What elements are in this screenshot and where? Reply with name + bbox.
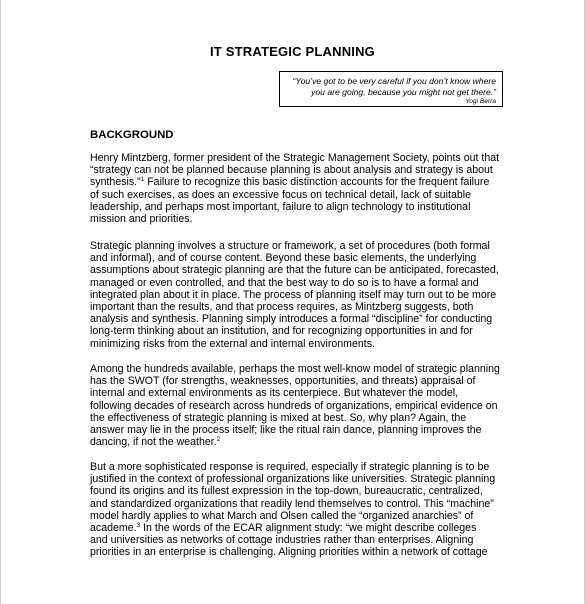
paragraph-line [90, 510, 510, 522]
text-run: answer may lie in the process itself; like the ritual rain dance, planning improves the [90, 424, 482, 437]
paragraph-line [90, 412, 510, 424]
paragraph-line [90, 436, 510, 448]
paragraph [90, 152, 510, 225]
paragraph [90, 240, 510, 350]
text-run: synthesis.” [90, 176, 141, 189]
text-run: and informal), and of course content. Beyond these basic elements, the underlying [90, 252, 477, 265]
paragraph-line [90, 461, 510, 473]
paragraph-line [90, 387, 510, 399]
text-run: justified in the context of professional organizations like universities. Strategic planning [90, 473, 496, 486]
text-run: “strategy can not be planned because planning is about analysis and strategy is about [90, 164, 493, 177]
text-run: academe. [90, 522, 137, 535]
paragraph-line [90, 201, 510, 213]
paragraph [90, 461, 510, 559]
paragraph-line [90, 375, 510, 387]
text-run: long-term thinking about an institution, and for recognizing opportunities in and for [90, 325, 473, 338]
text-run: and standardized organizations that readily lend themselves to control. This “machine” [90, 497, 494, 510]
footnote-marker: 1 [140, 176, 145, 184]
text-run: priorities in an enterprise is challenging. Aligning priorities within a network of cottage [90, 546, 488, 559]
text-run: Failure to recognize this basic distinction accounts for the frequent failure [144, 176, 490, 189]
footnote-marker: 3 [136, 522, 141, 530]
paragraph-line [90, 338, 510, 350]
text-run: integrated plan about it in place. The process of planning itself may turn out to be more [90, 288, 497, 301]
paragraph-line [90, 313, 510, 325]
paragraph-line [90, 400, 510, 412]
text-run: following decades of research across hundreds of organizations, empirical evidence on [90, 399, 498, 412]
paragraph-line [90, 363, 510, 375]
paragraph-line [90, 522, 510, 534]
text-run: found its origins and its fullest expression in the top-down, bureaucratic, centralized, [90, 485, 483, 498]
epigraph-line: you are going, because you might not get there.” [311, 87, 496, 97]
paragraph-line [90, 176, 510, 188]
paragraph-line [90, 240, 510, 252]
paragraph-line [90, 189, 510, 201]
epigraph-attribution: Yogi Berra [465, 98, 496, 105]
document-title: IT STRATEGIC PLANNING [209, 44, 375, 59]
paragraph-line [90, 301, 510, 313]
paragraph-line [90, 289, 510, 301]
text-run: minimizing risks from the external and internal environments. [90, 337, 375, 350]
text-run: and universities as networks of cottage industries rather than enterprises. Aligning [90, 534, 474, 547]
text-run: mission and priorities. [90, 213, 193, 226]
footnote-marker: 2 [216, 436, 221, 444]
paragraph-line [90, 485, 510, 497]
text-run: Among the hundreds available, perhaps the most well-know model of strategic planning [90, 363, 500, 375]
paragraph-line [90, 164, 510, 176]
paragraph [90, 363, 510, 448]
text-run: important than the results, and that process requires, as Mintzberg suggests, both [90, 301, 474, 314]
text-run: leadership, and perhaps most important, failure to align technology to institutional [90, 200, 471, 213]
text-run: managed or even controlled, and that the best way to do so is to have a formal and [90, 276, 479, 289]
text-run: Strategic planning involves a structure or framework, a set of procedures (both formal [90, 240, 490, 252]
text-run: Henry Mintzberg, former president of the Strategic Management Society, points out that [90, 152, 500, 164]
text-run: In the words of the ECAR alignment study: “we might describe colleges [140, 522, 477, 535]
paragraph-line [90, 152, 510, 164]
epigraph-box [279, 71, 503, 107]
paragraph-line [90, 252, 510, 264]
paragraph-line [90, 264, 510, 276]
text-run: analysis and synthesis. Planning simply introduces a formal “discipline” for conducting [90, 313, 493, 326]
paragraph-line [90, 277, 510, 289]
text-run: of such exercises, as does an excessive focus on technical detail, lack of suitable [90, 188, 471, 201]
text-run: the effectiveness of strategic planning is mixed at best. So, why plan? Again, the [90, 411, 467, 424]
paragraph-line [90, 498, 510, 510]
paragraph-line [90, 534, 510, 546]
paragraph-line [90, 213, 510, 225]
section-heading: BACKGROUND [90, 129, 174, 141]
text-run: But a more sophisticated response is required, especially if strategic planning is to be [90, 461, 490, 473]
text-run: internal and external environments as its centerpiece. But whatever the model, [90, 387, 459, 400]
text-run: model hardly applies to what March and Olsen called the “organized anarchies” of [90, 509, 474, 522]
epigraph-line: “You’ve got to be very careful if you don’t know where [292, 76, 496, 86]
paragraph-line [90, 325, 510, 337]
paragraph-line [90, 424, 510, 436]
text-run: assumptions about strategic planning are that the future can be anticipated, forecasted, [90, 264, 499, 277]
text-run: has the SWOT (for strengths, weaknesses, opportunities, and threats) appraisal of [90, 375, 476, 388]
paragraph-line [90, 546, 510, 558]
text-run: dancing, if not the weather. [90, 436, 217, 449]
paragraph-line [90, 473, 510, 485]
